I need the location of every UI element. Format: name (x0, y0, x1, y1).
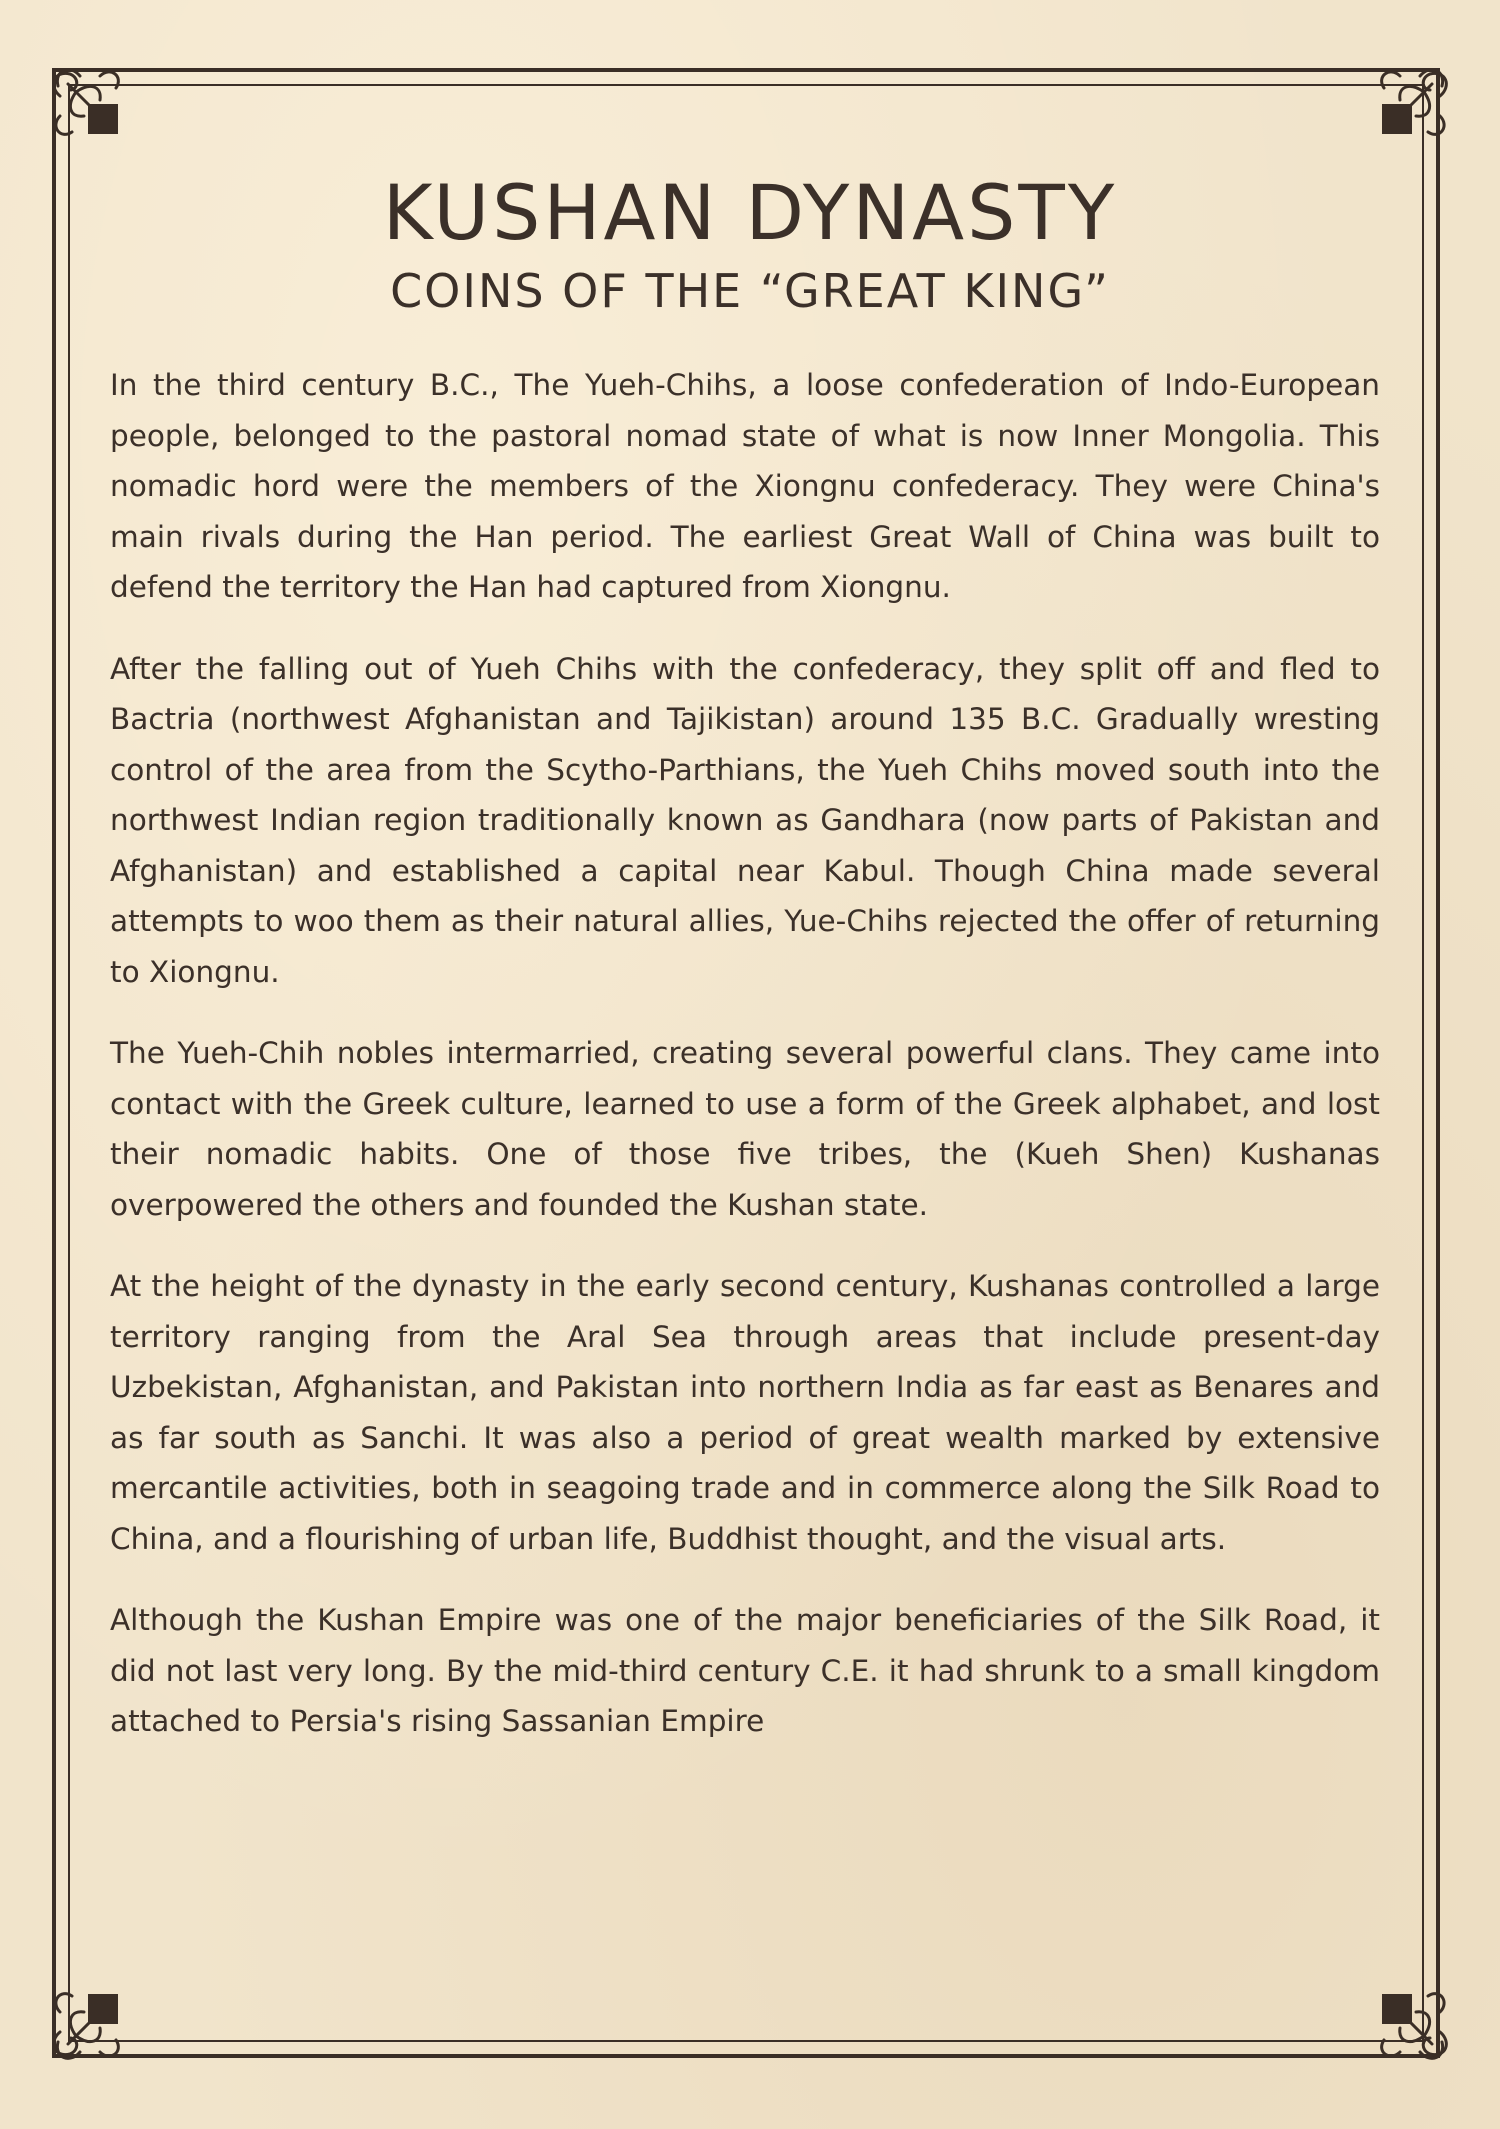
page-subtitle: COINS OF THE “GREAT KING” (390, 264, 1110, 318)
paragraph-5: Although the Kushan Empire was one of the major beneficiaries of the Silk Road, it did not last very long. By the mid-third century C.E. it had shrunk to a small kingdom attached to Persia's rising Sassanian Empire (110, 1603, 1380, 1738)
page-title: KUSHAN DYNASTY (382, 168, 1118, 257)
paragraph-1: In the third century B.C., The Yueh-Chihs, a loose confederation of Indo-European people, belonged to the pastoral nomad state of what is now Inner Mongolia. This nomadic hord were the members of the Xiongnu confederacy. They were China's main rivals during the Han period. The earliest Great Wall of China was built to defend the territory the Han had captured from Xiongnu. (110, 368, 1380, 604)
article-body (110, 360, 1380, 1778)
corner-ornament-bottom-left-icon (40, 1952, 160, 2072)
paragraph-2: After the falling out of Yueh Chihs with the confederacy, they split off and fled to Bactria (northwest Afghanistan and Tajikistan) around 135 B.C. Gradually wresting control of the area from the Scytho-Parthians, the Yueh Chihs moved south into the northwest Indian region traditionally known as Gandhara (now parts of Pakistan and Afghanistan) and established a capital near Kabul. Though China made several attempts to woo them as their natural allies, Yue-Chihs rejected the offer of returning to Xiongnu. (110, 651, 1380, 989)
corner-ornament-bottom-right-icon (1340, 1952, 1460, 2072)
corner-ornament-top-right-icon (1340, 56, 1460, 176)
corner-ornament-top-left-icon (40, 56, 160, 176)
paragraph-4: At the height of the dynasty in the early second century, Kushanas controlled a large territory ranging from the Aral Sea through areas that include present-day Uzbekistan, Afghanistan, and Pakistan into northern India as far east as Benares and as far south as Sanchi. It was also a period of great wealth marked by extensive mercantile activities, both in seagoing trade and in commerce along the Silk Road to China, and a flourishing of urban life, Buddhist thought, and the visual arts. (110, 1269, 1380, 1556)
paragraph-3: The Yueh-Chih nobles intermarried, creating several powerful clans. They came into contact with the Greek culture, learned to use a form of the Greek alphabet, and lost their nomadic habits. One of those five tribes, the (Kueh Shen) Kushanas overpowered the others and founded the Kushan state. (110, 1036, 1380, 1222)
